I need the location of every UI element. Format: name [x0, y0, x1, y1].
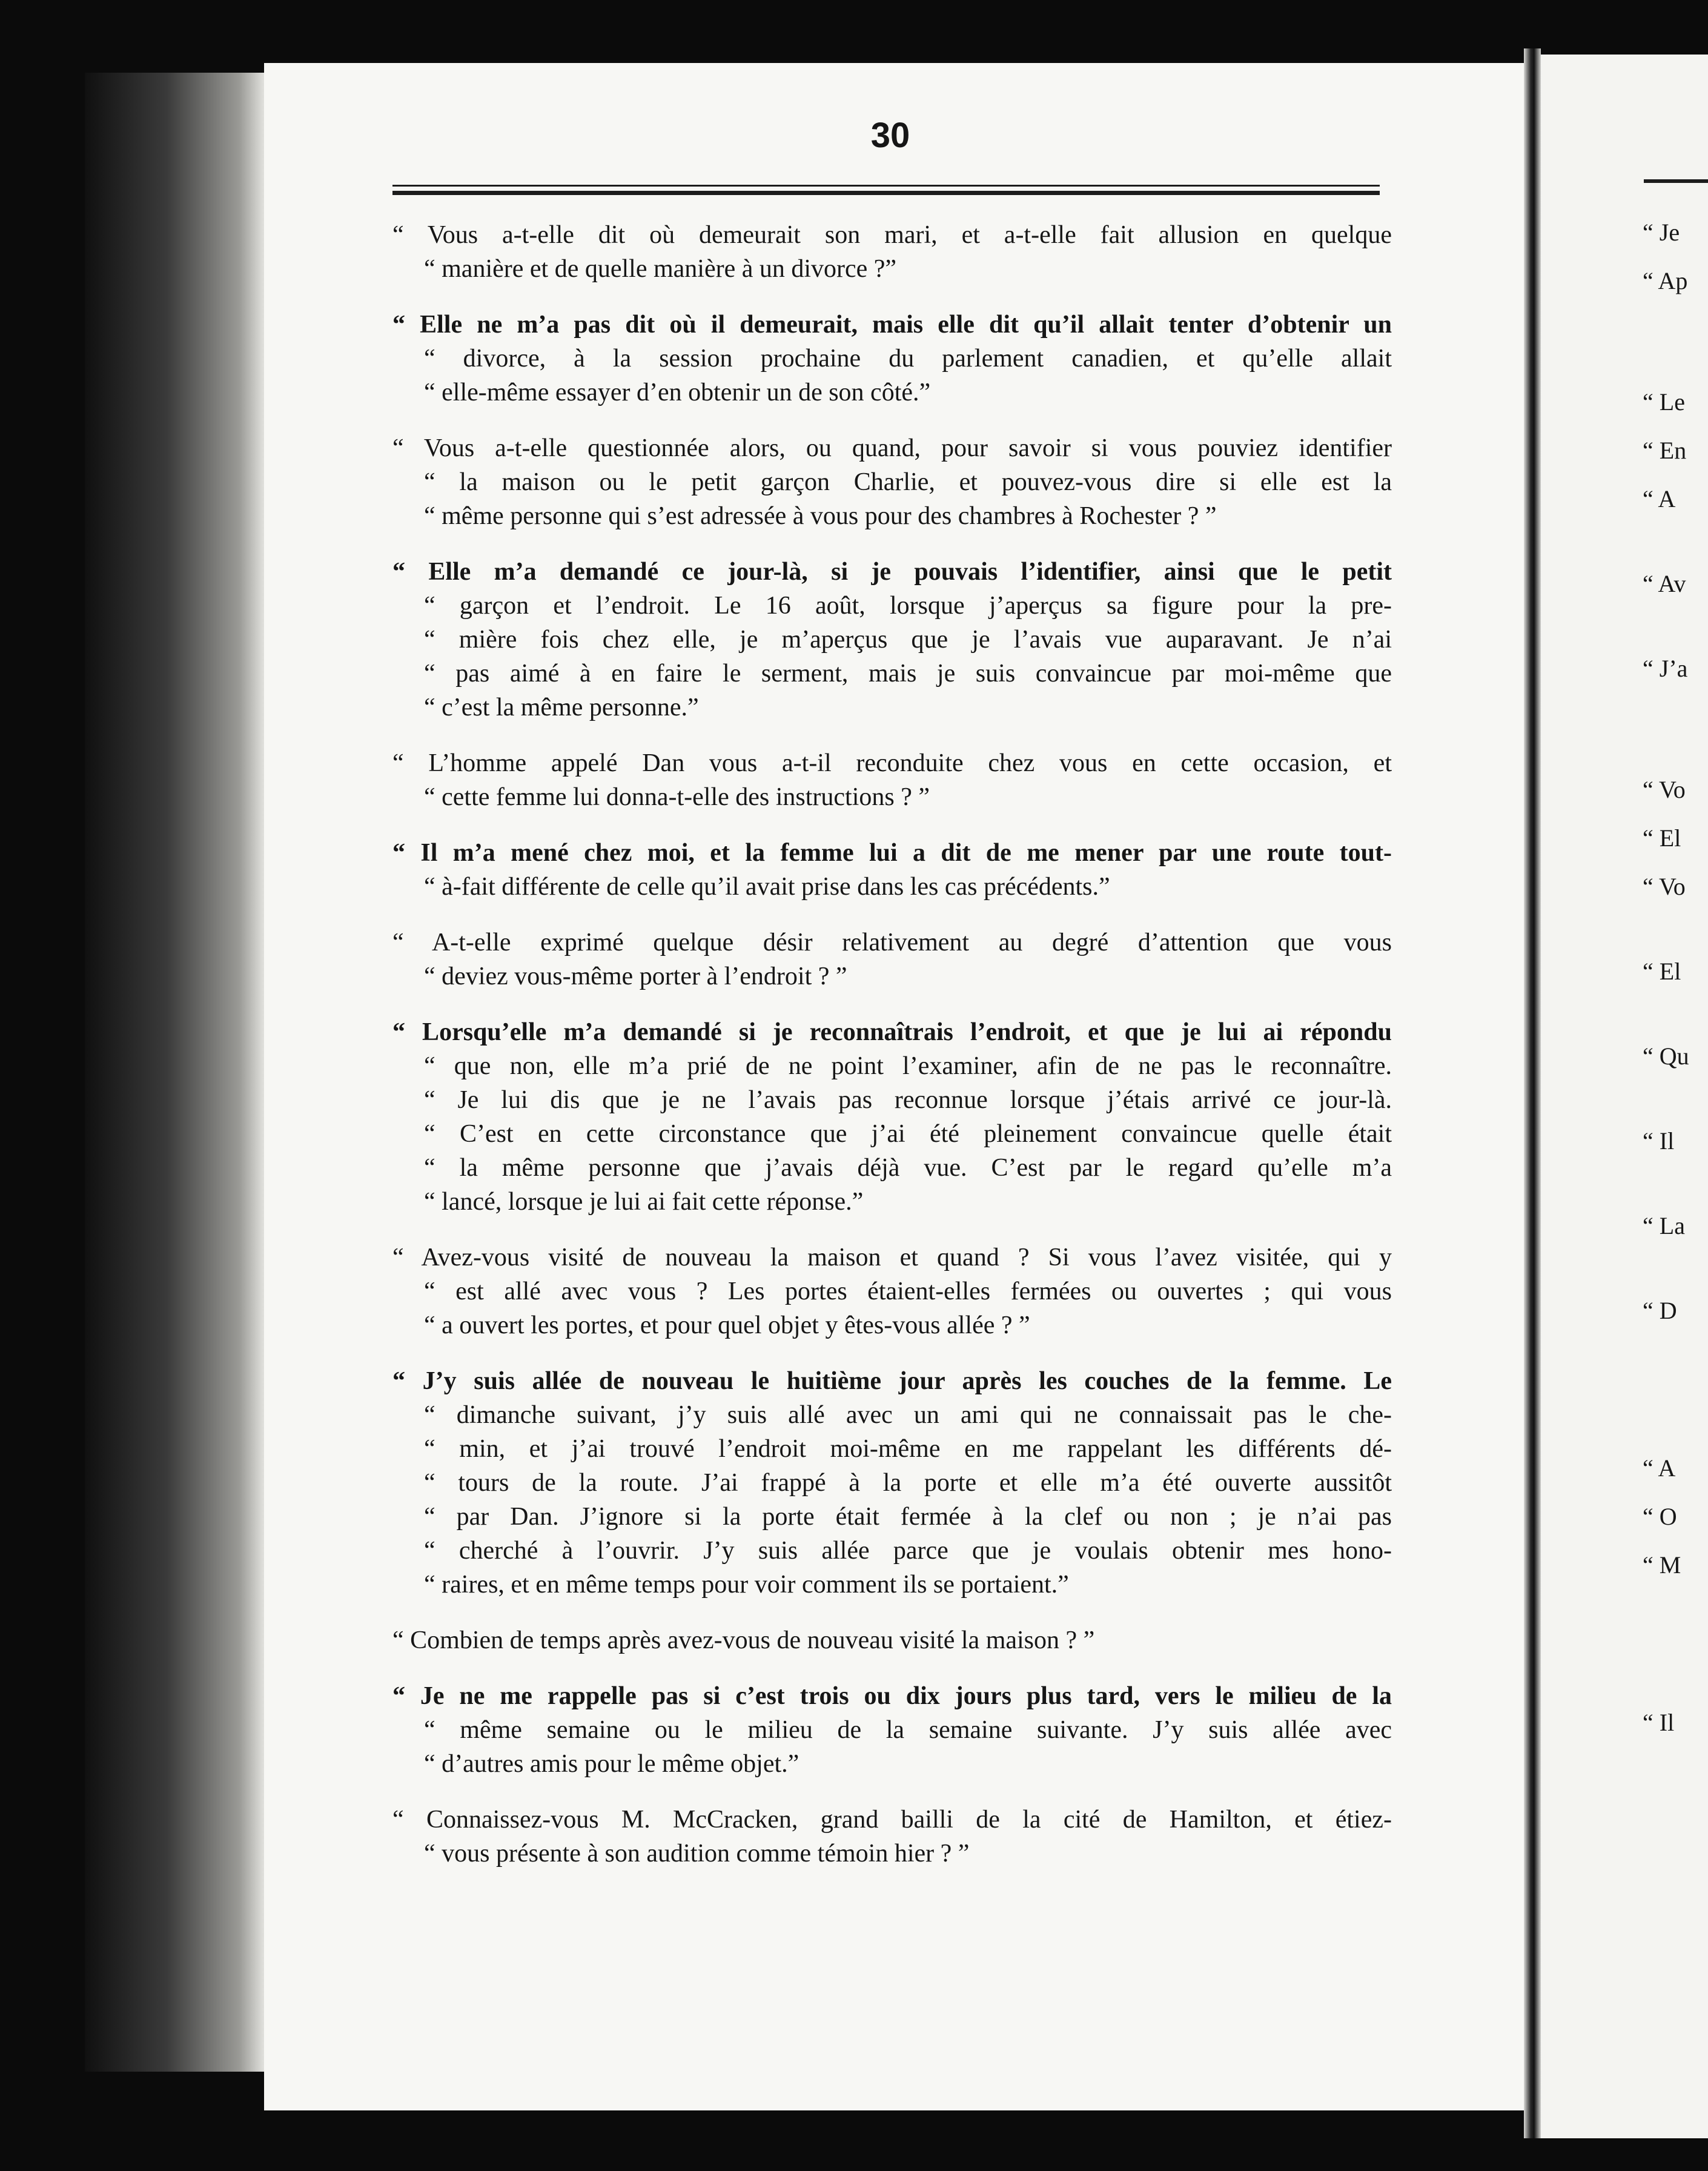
facing-page-fragment: “ D [1643, 1297, 1677, 1324]
text-line: “ divorce, à la session prochaine du parlement canadien, et qu’elle allait [424, 345, 1392, 373]
question-paragraph [392, 1623, 1392, 1657]
text-line: “ la maison ou le petit garçon Charlie, et pouvez-vous dire si elle est la [424, 468, 1392, 496]
text-line: “ a ouvert les portes, et pour quel objet y êtes-vous allée ? ” [424, 1311, 1030, 1339]
text-line: “ tours de la route. J’ai frappé à la porte et elle m’a été ouverte aussitôt [424, 1469, 1392, 1497]
question-paragraph [392, 926, 1392, 993]
text-line: “ cherché à l’ouvrir. J’y suis allée parce que je voulais obtenir mes hono- [424, 1537, 1392, 1565]
text-line: “ même semaine ou le milieu de la semaine suivante. J’y suis allée avec [424, 1716, 1392, 1744]
text-line: “ min, et j’ai trouvé l’endroit moi-même en me rappelant les différents dé- [424, 1435, 1392, 1463]
page-number: 30 [870, 116, 910, 155]
question-paragraph [392, 218, 1392, 286]
text-line: “ lancé, lorsque je lui ai fait cette réponse.” [424, 1188, 864, 1216]
page-edge-shadow [85, 73, 266, 2072]
answer-paragraph [392, 836, 1392, 904]
question-paragraph [392, 746, 1392, 814]
text-line: “ manière et de quelle manière à un divorce ?” [424, 255, 897, 283]
question-paragraph [392, 1803, 1392, 1871]
facing-page-fragment: “ Qu [1643, 1042, 1689, 1070]
text-line: “ dimanche suivant, j’y suis allé avec un ami qui ne connaissait pas le che- [424, 1401, 1392, 1429]
text-line: “ Elle m’a demandé ce jour-là, si je pouvais l’identifier, ainsi que le petit [392, 558, 1392, 586]
facing-page-fragment: “ J’a [1643, 655, 1688, 682]
text-line: “ Lorsqu’elle m’a demandé si je reconnaîtrais l’endroit, et que je lui ai répondu [392, 1018, 1392, 1046]
facing-page-fragment: “ Le [1643, 388, 1685, 416]
answer-paragraph [392, 1015, 1392, 1219]
body-text [392, 218, 1392, 1892]
facing-page-rule [1644, 179, 1708, 183]
question-paragraph [392, 1241, 1392, 1342]
text-line: “ par Dan. J’ignore si la porte était fermée à la clef ou non ; je n’ai pas [424, 1503, 1392, 1531]
header-rule-thin [392, 185, 1380, 187]
text-line: “ Je ne me rappelle pas si c’est trois ou dix jours plus tard, vers le milieu de la [392, 1682, 1392, 1710]
facing-page-fragment: “ La [1643, 1212, 1685, 1239]
text-line: “ même personne qui s’est adressée à vous pour des chambres à Rochester ? ” [424, 502, 1217, 530]
facing-page [1541, 55, 1708, 2138]
text-line: “ L’homme appelé Dan vous a-t-il reconduite chez vous en cette occasion, et [392, 749, 1392, 777]
text-line: “ C’est en cette circonstance que j’ai été pleinement convaincue quelle était [424, 1120, 1392, 1148]
facing-page-fragment: “ O [1643, 1503, 1677, 1530]
text-line: “ mière fois chez elle, je m’aperçus que je l’avais vue auparavant. Je n’ai [424, 626, 1392, 654]
text-line: “ d’autres amis pour le même objet.” [424, 1750, 799, 1778]
facing-page-fragment: “ Vo [1643, 776, 1686, 803]
facing-page-fragment: “ A [1643, 1454, 1676, 1482]
book-spine [1524, 48, 1541, 2138]
answer-paragraph [392, 308, 1392, 409]
facing-page-fragment: “ M [1643, 1551, 1681, 1579]
facing-page-fragment: “ Il [1643, 1127, 1675, 1155]
text-line: “ Il m’a mené chez moi, et la femme lui a dit de me mener par une route tout- [392, 839, 1392, 867]
facing-page-fragment: “ Je [1643, 219, 1680, 246]
header-rule-thick [392, 191, 1380, 195]
facing-page-fragment: “ A [1643, 485, 1676, 512]
answer-paragraph [392, 1679, 1392, 1781]
text-line: “ Avez-vous visité de nouveau la maison et quand ? Si vous l’avez visitée, qui y [392, 1244, 1392, 1271]
text-line: “ à-fait différente de celle qu’il avait prise dans les cas précédents.” [424, 873, 1110, 901]
facing-page-fragment: “ Av [1643, 570, 1686, 597]
facing-page-fragment: “ El [1643, 958, 1681, 985]
answer-paragraph [392, 555, 1392, 724]
text-line: “ est allé avec vous ? Les portes étaient-elles fermées ou ouvertes ; qui vous [424, 1278, 1392, 1305]
text-line: “ Vous a-t-elle dit où demeurait son mari, et a-t-elle fait allusion en quelque [392, 221, 1392, 249]
answer-paragraph [392, 1364, 1392, 1602]
text-line: “ elle-même essayer d’en obtenir un de son côté.” [424, 379, 931, 406]
facing-page-fragment: “ Il [1643, 1709, 1675, 1736]
text-line: “ A-t-elle exprimé quelque désir relativement au degré d’attention que vous [392, 929, 1392, 956]
question-paragraph [392, 431, 1392, 533]
facing-page-fragment: “ Ap [1643, 267, 1688, 294]
facing-page-fragment: “ Vo [1643, 873, 1686, 900]
text-line: “ J’y suis allée de nouveau le huitième jour après les couches de la femme. Le [392, 1367, 1392, 1395]
text-line: “ vous présente à son audition comme témoin hier ? ” [424, 1840, 970, 1868]
text-line: “ raires, et en même temps pour voir comment ils se portaient.” [424, 1571, 1069, 1599]
text-line: “ Vous a-t-elle questionnée alors, ou quand, pour savoir si vous pouviez identifier [392, 434, 1392, 462]
facing-page-fragment: “ El [1643, 824, 1681, 852]
text-line: “ pas aimé à en faire le serment, mais je suis convaincue par moi-même que [424, 660, 1392, 688]
text-line: “ garçon et l’endroit. Le 16 août, lorsque j’aperçus sa figure pour la pre- [424, 592, 1392, 620]
text-line: “ Elle ne m’a pas dit où il demeurait, mais elle dit qu’il allait tenter d’obtenir un [392, 311, 1392, 339]
text-line: “ que non, elle m’a prié de ne point l’examiner, afin de ne pas le reconnaître. [424, 1052, 1392, 1080]
text-line: “ la même personne que j’avais déjà vue. C’est par le regard qu’elle m’a [424, 1154, 1392, 1182]
text-line: “ deviez vous-même porter à l’endroit ? ” [424, 963, 847, 990]
text-line: “ cette femme lui donna-t-elle des instructions ? ” [424, 783, 930, 811]
text-line: “ Combien de temps après avez-vous de nouveau visité la maison ? ” [392, 1626, 1095, 1654]
facing-page-fragment: “ En [1643, 437, 1687, 464]
text-line: “ c’est la même personne.” [424, 694, 699, 721]
text-line: “ Je lui dis que je ne l’avais pas reconnue lorsque j’étais arrivé ce jour-là. [424, 1086, 1392, 1114]
text-line: “ Connaissez-vous M. McCracken, grand bailli de la cité de Hamilton, et étiez- [392, 1806, 1392, 1834]
